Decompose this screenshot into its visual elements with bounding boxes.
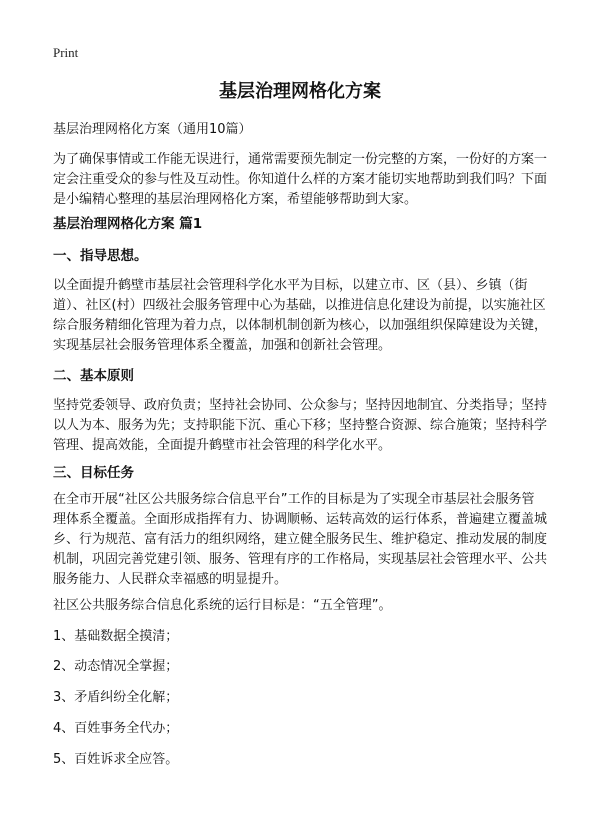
- goal-line: 社区公共服务综合信息化系统的运行目标是：“五全管理”。: [53, 598, 392, 613]
- document-subtitle: 基层治理网格化方案（通用10篇）: [53, 122, 252, 137]
- intro-paragraph: 为了确保事情或工作能无误进行，通常需要预先制定一份完整的方案，一份好的方案一定会注重受众的参与性及互动性。你知道什么样的方案才能切实地帮助到我们吗？下面是小编精心整理的基层治理网格化方案，希望能够帮助到大家。: [53, 152, 548, 207]
- section3-heading: 三、目标任务: [53, 465, 134, 481]
- section3-paragraph: 在全市开展“社区公共服务综合信息平台”工作的目标是为了实现全市基层社会服务管理体系全覆盖。全面形成指挥有力、协调顺畅、运转高效的运行体系，普遍建立覆盖城乡、行为规范、富有活力的组织网络，建立健全服务民生、维护稳定、推动发展的制度机制，巩固完善党建引领、服务、管理有序的工作格局，实现基层社会管理水平、公共服务能力、人民群众幸福感的明显提升。: [53, 492, 548, 587]
- print-link[interactable]: Print: [53, 45, 79, 60]
- list-item: 2、动态情况全掌握；: [53, 659, 179, 674]
- list-item: 3、矛盾纠纷全化解；: [53, 690, 179, 705]
- section1-paragraph: 以全面提升鹤壁市基层社会管理科学化水平为目标，以建立市、区（县）、乡镇（街道）、社区(村）四级社会服务管理中心为基础，以推进信息化建设为前提，以实施社区综合服务精细化管理为着力点，以体制机制创新为核心，以加强组织保障建设为关键，实现基层社会服务管理体系全覆盖，加强和创新社会管理。: [53, 278, 548, 353]
- section2-paragraph: 坚持党委领导、政府负责；坚持社会协同、公众参与；坚持因地制宜、分类指导；坚持以人为本、服务为先；支持职能下沉、重心下移；坚持整合资源、综合施策；坚持科学管理、提高效能，全面提升鹤壁市社会管理的科学化水平。: [53, 398, 548, 453]
- list-item: 1、基础数据全摸清；: [53, 629, 179, 644]
- article-heading: 基层治理网格化方案 篇1: [53, 216, 203, 232]
- document-title: 基层治理网格化方案: [219, 81, 381, 102]
- section2-heading: 二、基本原则: [53, 368, 134, 384]
- list-item: 4、百姓事务全代办；: [53, 721, 179, 736]
- list-item: 5、百姓诉求全应答。: [53, 752, 179, 767]
- section1-heading: 一、指导思想。: [53, 248, 148, 264]
